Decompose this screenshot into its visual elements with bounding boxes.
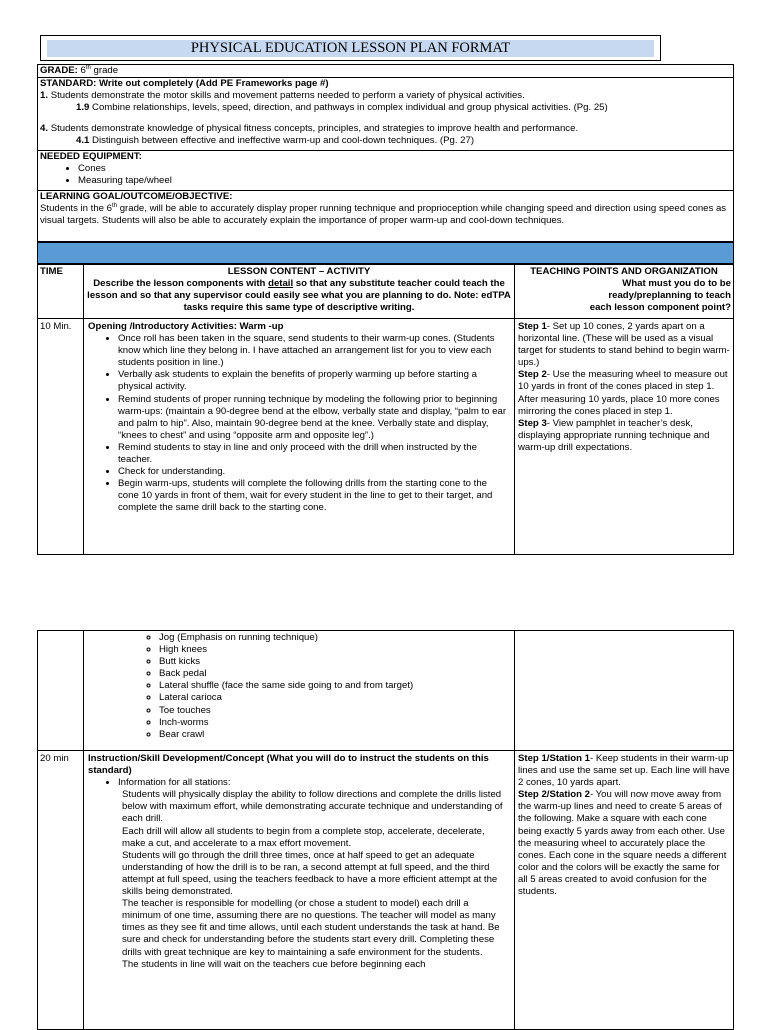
equipment-list (40, 163, 731, 187)
row1-time: 10 Min. (40, 321, 72, 332)
paragraph: Each drill will allow all students to begin from a complete stop, accelerate, decelerate, make a cut, and accelerate to a max effort movement. (122, 825, 485, 849)
step-item: Step 1/Station 1- Keep students in their warm-up lines and use the same set up. Each line will have 2 cones, 10 yards apart. (518, 753, 730, 789)
row2-content (86, 753, 510, 971)
drill-list-cell (37, 632, 513, 741)
goal-text: Students in the 6th grade, will be able to accurately display proper running technique and proprioception while changing speed and direction using speed cones as visual targets. Students will also be able to accurately explain the importance of proper warm-up and cool-down techniques. (40, 202, 727, 227)
standard-4-1: 4.1 Distinguish between effective and ineffective warm-up and cool-down techniques. (Pg. 27) (76, 135, 475, 147)
paragraph: Students will physically display the ability to follow directions and complete the drills listed below with maximum effort, while demonstrating accurate technique and understanding of each drill. (122, 789, 503, 825)
standard-4: 4. Students demonstrate knowledge of physical fitness concepts, principles, and strategies to improve health and performance. (40, 123, 579, 135)
step-item: Step 2/Station 2- You will now move away from the warm-up lines and need to create 5 areas of the following. Make a square with each cone being exactly 5 yards away from each other. Use the measuring wheel to accurately place the cones. Each cone in the square needs a different color and the colors will be exactly the same for all 5 areas created to avoid confusion for the students. (518, 789, 727, 898)
list-item: • Begin warm-ups, students will complete the following drills from the starting cone to the cone 10 yards in front of them, wait for every student in the line to get to their target, and complete the same drill back to the starting cone. (118, 478, 510, 514)
list-item: ◦ Back pedal (159, 668, 513, 680)
drill-list (37, 632, 513, 741)
grade-value: 6th grade (80, 64, 119, 76)
list-item: ◦ Bear crawl (159, 729, 513, 741)
step-item: Step 2- Use the measuring wheel to measure out 10 yards in front of the cones placed in step 1. After measuring 10 yards, place 10 more cones mirroring the cones placed in step 1. (518, 369, 728, 417)
list-item: ◦ Inch-worms (159, 717, 513, 729)
row2-bullets (86, 777, 510, 789)
standard-block (37, 77, 734, 148)
list-item: ◦ Jog (Emphasis on running technique) (159, 632, 513, 644)
list-item: • Once roll has been taken in the square, send students to their warm-up cones. (Students know which line they belong in. I have attached an arrangement list for you to view each students position in line.) (118, 333, 510, 369)
step-item: Step 3- View pamphlet in teacher’s desk, displaying appropriate running technique and warm-up drill expectations. (518, 417, 710, 453)
section-divider-bar (37, 242, 734, 264)
list-item: • Measuring tape/wheel (78, 175, 731, 187)
list-item: ◦ Lateral carioca (159, 692, 513, 704)
row1-teaching (518, 321, 730, 454)
list-item: ◦ Toe touches (159, 705, 513, 717)
col-time-header: TIME (40, 266, 63, 277)
row1-heading: Opening /Introductory Activities: Warm -up (88, 321, 284, 332)
paragraph: Students will go through the drill three times, once at half speed to get an adequate understanding of how the drill is to be ran, a second attempt at full speed, and the third attempt at full speed, using the teachers feedback to have a more efficient attempt at the skills being demonstrated. (122, 849, 498, 898)
row1-content (86, 321, 510, 515)
row2-teaching (518, 753, 730, 898)
col-content-header: LESSON CONTENT – ACTIVITY Describe the lesson components with detail so that any substitute teacher could teach the lesson and so that any supervisor could easily see what you are planning to do. Note: edTPA tasks require this same type of descriptive writing. (87, 266, 511, 314)
list-item: • Check for understanding. (118, 466, 510, 478)
row2-heading: Instruction/Skill Development/Concept (What you will do to instruct the students on this standard) (88, 753, 489, 777)
equipment-block (37, 150, 734, 188)
paragraph: The students in line will wait on the teachers cue before beginning each (122, 958, 426, 970)
goal-label: LEARNING GOAL/OUTCOME/OBJECTIVE: (40, 191, 233, 202)
list-item: • Remind students of proper running technique by modeling the following prior to beginning warm-ups: (maintain a 90-degree bend at the elbow, verbally state and display, “palm to ear and palm to hip”. Also, maintain 90-degree bend at the knee. Verbally state and display, “knees to chest” and using “opposite arm and opposite leg”.) (118, 394, 510, 442)
row1-bullets (86, 333, 510, 514)
list-item: • Information for all stations: (118, 777, 510, 789)
standard-label: STANDARD: Write out completely (Add PE Frameworks page #) (40, 78, 329, 89)
standard-1-9: 1.9 Combine relationships, levels, speed, direction, and pathways in complex individual and group physical activities. (Pg. 25) (76, 102, 608, 114)
list-item: ◦ High knees (159, 644, 513, 656)
step-item: Step 1- Set up 10 cones, 2 yards apart on a horizontal line. (These will be used as a visual target for students to stand behind to begin warm-ups.) (518, 321, 730, 369)
row2-paragraphs (86, 789, 510, 970)
standard-1: 1. Students demonstrate the motor skills and movement patterns needed to perform a variety of physical activities. (40, 90, 525, 102)
grade-row (37, 64, 734, 78)
page-title: PHYSICAL EDUCATION LESSON PLAN FORMAT (190, 40, 511, 56)
paragraph: The teacher is responsible for modelling (or chose a student to model) each drill a minimum of one time, assuming there are no questions. The teacher will model as many times as they see fit and time allows, until each student understands the task at hand. Be sure and check for understanding before the students start every drill. Completing these drills with great technique are key to maintaining a safe environment for the students. (122, 898, 500, 958)
list-item: • Cones (78, 163, 731, 175)
grade-label: GRADE: (40, 65, 78, 76)
equipment-label: NEEDED EQUIPMENT: (40, 151, 142, 162)
list-item: ◦ Lateral shuffle (face the same side going to and from target) (159, 680, 513, 692)
row2-time: 20 min (40, 753, 69, 764)
list-item: ◦ Butt kicks (159, 656, 513, 668)
goal-block (37, 190, 734, 228)
list-item: • Remind students to stay in line and only proceed with the drill when instructed by the teacher. (118, 442, 510, 466)
col-teaching-header: TEACHING POINTS AND ORGANIZATION What must you do to be ready/preplanning to teach each lesson component point? (530, 266, 731, 314)
list-item: • Verbally ask students to explain the benefits of properly warming up before starting a physical activity. (118, 369, 510, 393)
